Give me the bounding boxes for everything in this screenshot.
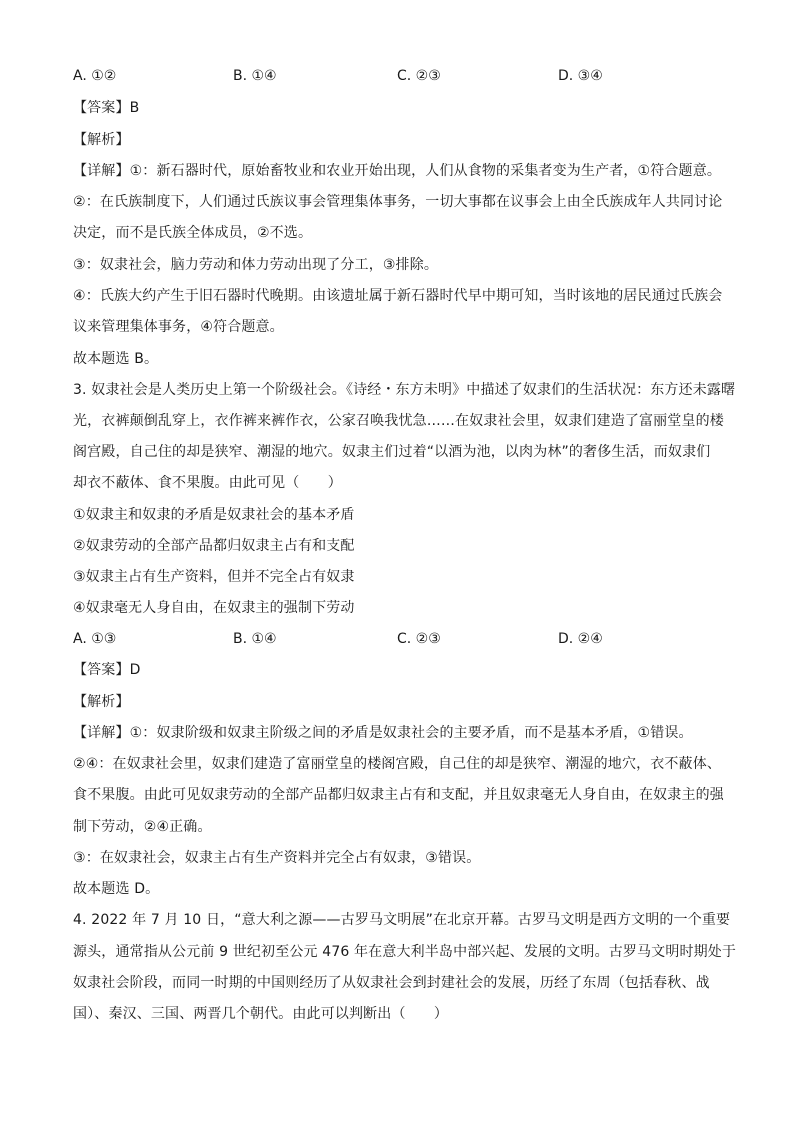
q2-analysis-label: 【解析】 <box>73 132 130 148</box>
q3-detail-line: ③：在奴隶社会，奴隶主占有生产资料并完全占有奴隶，③错误。 <box>73 850 481 866</box>
q2-detail-line: 【详解】①：新石器时代，原始畜牧业和农业开始出现，人们从食物的采集者变为生产者，①符合题意。 <box>73 163 721 179</box>
q2-detail-line: ④：氏族大约产生于旧石器时代晚期。由该遗址属于新石器时代早中期可知，当时该地的居民通过氏族会 <box>73 288 723 304</box>
q2-conclusion: 故本题选 B。 <box>73 351 159 367</box>
q3-option-d: D. ②④ <box>558 631 603 647</box>
q4-stem-line: 源头，通常指从公元前 9 世纪初至公元 476 年在意大利半岛中部兴起、发展的文明。古罗马文明时期处于 <box>73 944 737 960</box>
q2-options <box>73 66 723 86</box>
q4-stem-line: 国）、秦汉、三国、两晋几个朝代。由此可以判断出（ ） <box>73 1006 449 1022</box>
q3-option-a: A. ①③ <box>73 631 117 647</box>
q3-detail-line: ②④：在奴隶社会里，奴隶们建造了富丽堂皇的楼阁宫殿，自己住的却是狭窄、潮湿的地穴，衣不蔽体、 <box>73 756 721 772</box>
q3-statement: ②奴隶劳动的全部产品都归奴隶主占有和支配 <box>73 538 355 554</box>
q3-options <box>73 629 723 649</box>
q3-statement: ③奴隶主占有生产资料，但并不完全占有奴隶 <box>73 569 355 585</box>
q2-option-b: B. ①④ <box>233 68 277 84</box>
q3-statement: ①奴隶主和奴隶的矛盾是奴隶社会的基本矛盾 <box>73 507 355 523</box>
q2-detail-line: 议来管理集体事务，④符合题意。 <box>73 319 284 335</box>
q2-option-a: A. ①② <box>73 68 117 84</box>
q2-option-c: C. ②③ <box>397 68 441 84</box>
q2-detail-line: ②：在氏族制度下，人们通过氏族议事会管理集体事务，一切大事都在议事会上由全氏族成年人共同讨论 <box>73 194 723 210</box>
q3-conclusion: 故本题选 D。 <box>73 881 160 897</box>
q3-stem-line: 光，衣裤颠倒乱穿上，衣作裤来裤作衣，公家召唤我忧急……在奴隶社会里，奴隶们建造了富丽堂皇的楼 <box>73 413 724 429</box>
q3-stem-line: 却衣不蔽体、食不果腹。由此可见（ ） <box>73 475 342 491</box>
q2-option-d: D. ③④ <box>558 68 603 84</box>
q3-detail-line: 制下劳动，②④正确。 <box>73 819 212 835</box>
q3-stem-line: 阁宫殿，自己住的却是狭窄、潮湿的地穴。奴隶主们过着“以酒为池，以肉为林”的奢侈生活，而奴隶们 <box>73 444 711 460</box>
q2-detail-line: 决定，而不是氏族全体成员，②不选。 <box>73 225 313 241</box>
q3-statement: ④奴隶毫无人身自由，在奴隶主的强制下劳动 <box>73 600 355 616</box>
q3-option-c: C. ②③ <box>397 631 441 647</box>
q4-stem-line: 4. 2022 年 7 月 10 日，“意大利之源——古罗马文明展”在北京开幕。古罗马文明是西方文明的一个重要 <box>73 912 731 928</box>
q3-option-b: B. ①④ <box>233 631 277 647</box>
q2-detail-line: ③：奴隶社会，脑力劳动和体力劳动出现了分工，③排除。 <box>73 257 438 273</box>
q3-detail-line: 食不果腹。由此可见奴隶劳动的全部产品都归奴隶主占有和支配，并且奴隶毫无人身自由，在奴隶主的强 <box>73 787 724 803</box>
q2-answer: 【答案】B <box>73 100 140 116</box>
q3-answer: 【答案】D <box>73 662 141 678</box>
q3-stem-line: 3. 奴隶社会是人类历史上第一个阶级社会。《诗经・东方未明》中描述了奴隶们的生活状况：东方还未露曙 <box>73 382 736 398</box>
q3-detail-line: 【详解】①：奴隶阶级和奴隶主阶级之间的矛盾是奴隶社会的主要矛盾，而不是基本矛盾，①错误。 <box>73 725 693 741</box>
q4-stem-line: 奴隶社会阶段，而同一时期的中国则经历了从奴隶社会到封建社会的发展，历经了东周（包括春秋、战 <box>73 975 710 991</box>
q3-analysis-label: 【解析】 <box>73 694 130 710</box>
